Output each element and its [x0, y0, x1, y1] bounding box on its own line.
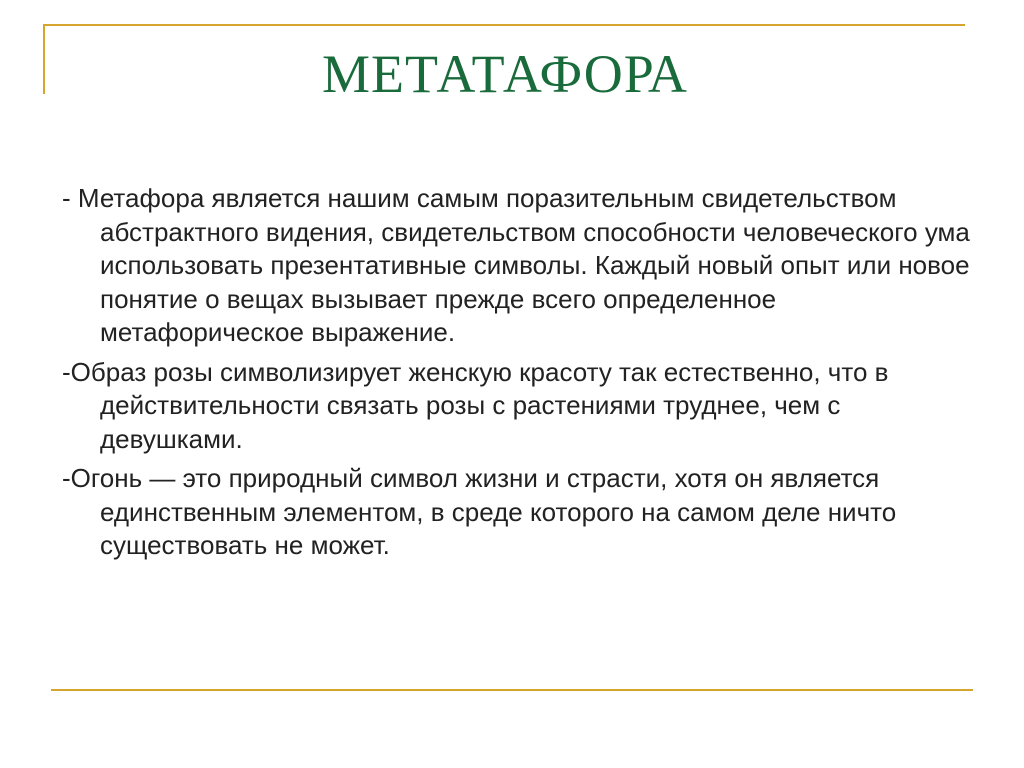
frame-top-line: [43, 24, 965, 26]
frame-bottom-line: [51, 689, 973, 691]
slide-title: МЕТАТАФОРА: [322, 44, 688, 104]
paragraph-metaphor: - Метафора является нашим самым поразительным свидетельством абстрактного видения, свидетельством способности человеческого ума использовать презентативные символы. Каждый новый опыт или новое понятие о вещах вызывает прежде всего определенное метафорическое выражение.: [62, 183, 970, 347]
paragraph-fire: -Огонь — это природный символ жизни и страсти, хотя он является единственным элементом, в среде которого на самом деле ничто существовать не может.: [62, 463, 897, 560]
paragraph-rose: -Образ розы символизирует женскую красоту так естественно, что в действительности связать розы с растениями труднее, чем с девушками.: [62, 356, 889, 454]
slide-body: [62, 182, 982, 569]
